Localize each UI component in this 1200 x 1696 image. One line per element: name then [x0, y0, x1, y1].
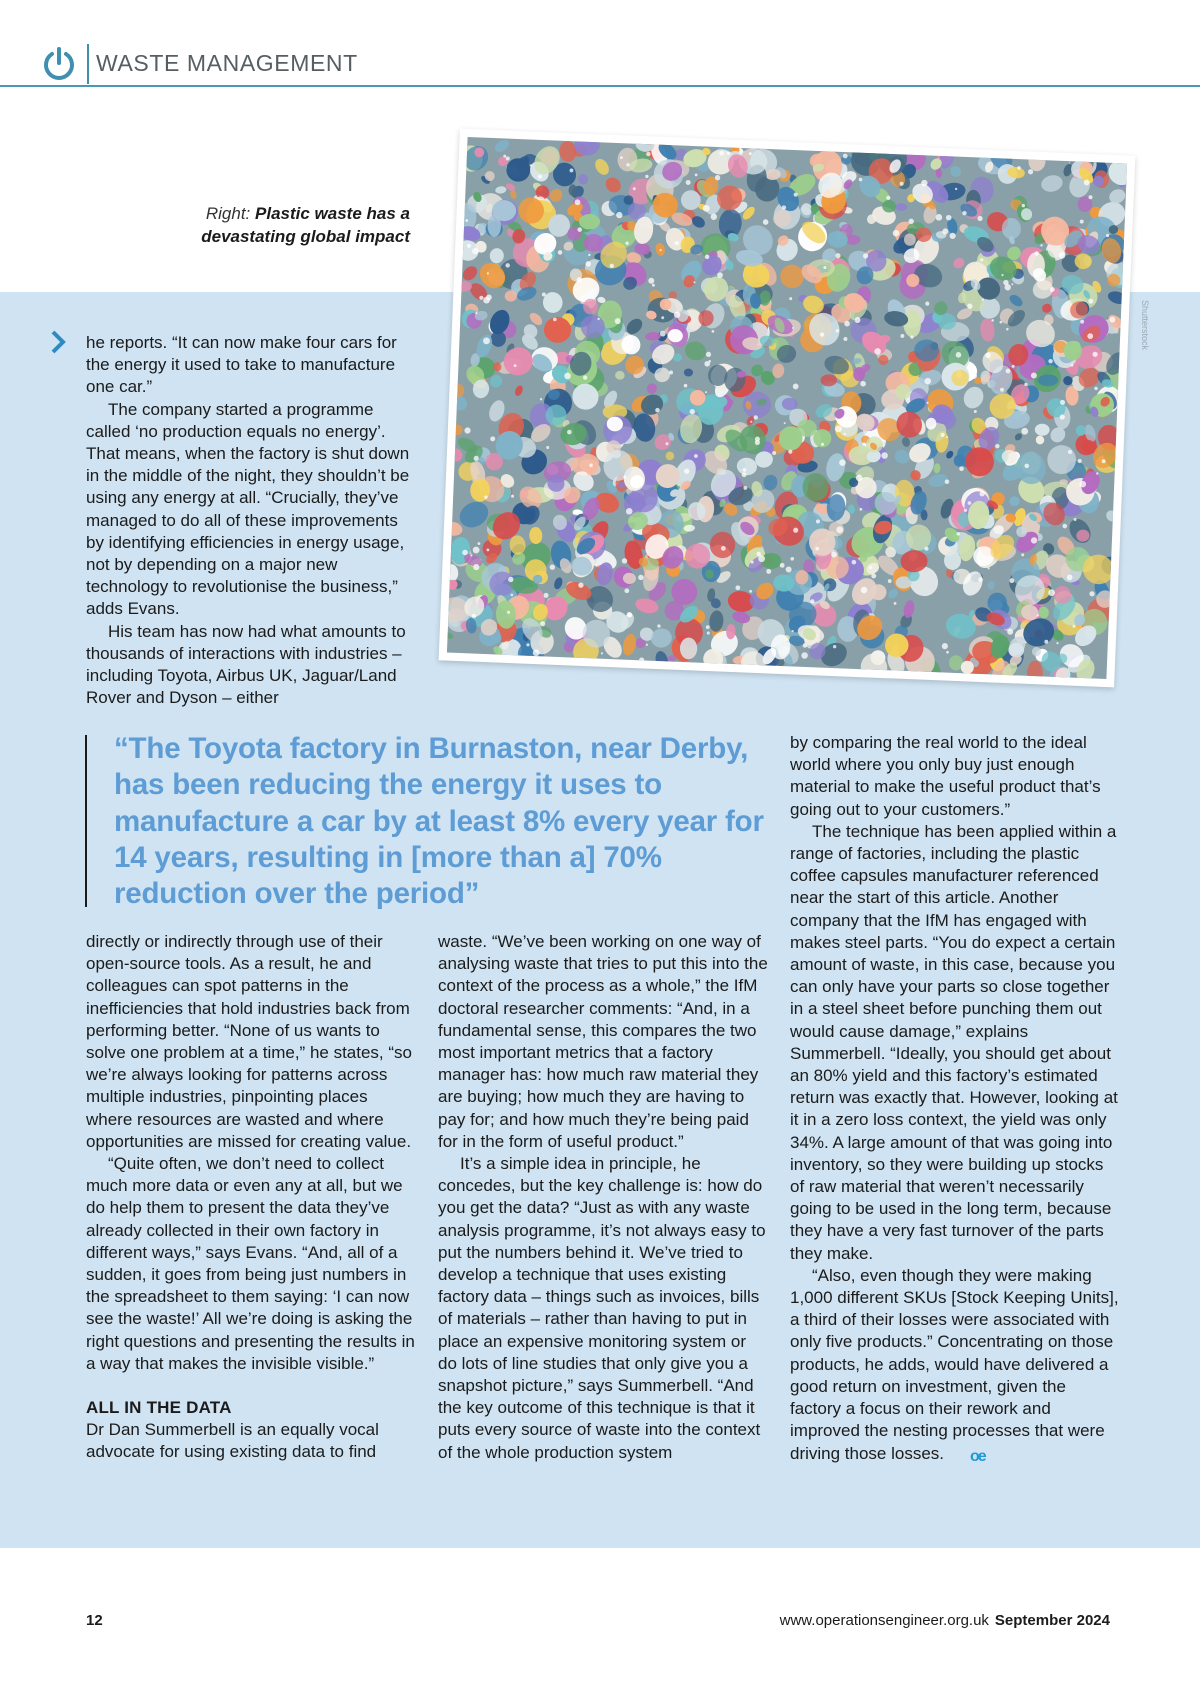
paragraph: The technique has been applied within a range of factories, including the plastic coffee capsules manufacturer referenced near the start of this article. Another company that the IfM has engaged with makes steel parts. “You do expect a certain amount of waste, in this case, because you can only have your parts so close together in a steel sheet before punching them out would cause damage,” explains Summerbell. “Ideally, you should get about an 80% yield and this factory’s estimated return was exactly that. However, looking at it in a zero loss context, the yield was only 34%. A large amount of that was going into inventory, so they were building up stocks of raw material that weren’t necessarily going to be used in the long term, because they have a very fast turnover of the parts they make.	[790, 821, 1118, 1263]
header-rule	[0, 85, 1200, 87]
plastic-fragment	[447, 564, 459, 582]
plastic-fragment	[1035, 424, 1050, 436]
highlight-speck	[473, 547, 480, 554]
highlight-speck	[639, 657, 644, 662]
page-number: 12	[86, 1612, 103, 1629]
paragraph: waste. “We’ve been working on one way of analysing waste that tries to put this into the context of the process as a whole,” the IfM doctoral researcher comments: “And, in a fundamental sense, this compares the two most important metrics that a factory manager has: how much raw material they are buying; how much they are having to pay for; and how much they’re being paid for in the form of useful product.”	[438, 932, 768, 1151]
highlight-speck	[624, 588, 629, 593]
continuation-chevron-icon	[50, 330, 68, 354]
plastic-fragment	[459, 141, 493, 175]
plastic-fragment	[460, 263, 480, 283]
plastic-fragment	[1007, 293, 1024, 309]
highlight-speck	[1056, 642, 1058, 644]
power-icon	[42, 46, 76, 82]
issue-date: September 2024	[994, 1612, 1110, 1629]
plastic-fragment	[933, 463, 941, 474]
highlight-speck	[684, 384, 688, 388]
highlight-speck	[766, 569, 771, 574]
highlight-speck	[546, 446, 549, 449]
plastic-fragment	[529, 527, 543, 545]
caption-text: Plastic waste has a devastating global impact	[201, 204, 410, 246]
highlight-speck	[942, 643, 948, 649]
highlight-speck	[1011, 283, 1013, 285]
highlight-speck	[1040, 244, 1042, 246]
highlight-speck	[1006, 328, 1009, 331]
plastic-fragment	[762, 473, 779, 492]
plastic-fragment	[621, 633, 638, 657]
highlight-speck	[793, 383, 799, 389]
plastic-fragment	[1059, 479, 1068, 484]
highlight-speck	[946, 651, 949, 654]
page-header	[0, 0, 1200, 88]
highlight-speck	[558, 250, 563, 255]
highlight-speck	[601, 652, 603, 654]
highlight-speck	[894, 602, 897, 605]
plastic-fragment	[654, 650, 670, 671]
paragraph: His team has now had what amounts to thousands of interactions with industries – including Toyota, Airbus UK, Jaguar/Land Rover and Dyson – either	[86, 621, 406, 708]
column-3	[790, 732, 1120, 1468]
highlight-speck	[652, 284, 655, 287]
paragraph: directly or indirectly through use of their open-source tools. As a result, he and colleagues can spot patterns in the inefficiencies that hold industries back from performing better. “None of us wants to solve one problem at a time,” he states, “so we’re always looking for patterns across multiple industries, pinpointing places where resources are wasted and where opportunities are missed for creating value.	[86, 932, 412, 1151]
plastic-fragment	[886, 587, 899, 600]
highlight-speck	[706, 352, 711, 357]
plastic-fragment	[447, 631, 454, 640]
photo-credit: Shutterstock	[1140, 300, 1150, 351]
photo-caption	[200, 203, 410, 248]
plastic-fragment	[513, 384, 524, 397]
plastic-fragment	[493, 138, 512, 155]
plastic-fragment	[680, 637, 697, 659]
paragraph: It’s a simple idea in principle, he concedes, but the key challenge is: how do you get the data? “Just as with any waste analysis programme, it’s not always easy to put the numbers behind it. We’ve tried to develop a technique that uses existing factory data – things such as invoices, bills of materials – rather than having to put in place an expensive monitoring system or do lots of line studies that only give you a snapshot picture,” says Summerbell. “And the key outcome of this technique is that it puts every source of waste into the context of the whole production system	[438, 1154, 766, 1462]
highlight-speck	[1089, 591, 1094, 596]
plastic-fragment	[1035, 435, 1046, 446]
column-2	[438, 931, 768, 1464]
paragraph-text: “Also, even though they were making 1,000 different SKUs [Stock Keeping Units], a third of their losses were associated with only five products.” Concentrating on those products, he adds, would have delivered a good return on investment, given the factory a focus on their rework and improved the nesting processes that were driving those losses.	[790, 1265, 1119, 1463]
plastic-fragment	[951, 256, 966, 270]
plastic-fragment	[1027, 660, 1043, 679]
plastic-fragment	[1013, 432, 1023, 442]
highlight-speck	[1028, 169, 1033, 174]
plastic-fragment	[603, 174, 624, 195]
highlight-speck	[1021, 428, 1028, 435]
plastic-fragment	[945, 449, 955, 459]
site-url: www.operationsengineer.org.uk	[779, 1612, 989, 1629]
highlight-speck	[1094, 387, 1098, 391]
paragraph: he reports. “It can now make four cars for the energy it used to take to manufacture one car.”	[86, 333, 397, 397]
highlight-speck	[1062, 524, 1067, 529]
highlight-speck	[991, 319, 994, 322]
highlight-speck	[646, 644, 648, 646]
plastic-fragment	[1009, 496, 1020, 507]
plastic-mosaic	[447, 137, 1127, 679]
highlight-speck	[763, 219, 769, 225]
highlight-speck	[784, 422, 786, 424]
highlight-speck	[843, 337, 847, 341]
highlight-speck	[477, 542, 480, 545]
plastic-fragment	[893, 448, 912, 466]
plastic-fragment	[553, 576, 564, 590]
pullquote-bar	[85, 735, 87, 907]
plastic-fragment	[495, 186, 507, 194]
plastic-fragment	[948, 164, 963, 179]
plastic-fragment	[944, 551, 961, 570]
header-divider	[87, 44, 89, 84]
plastic-fragment	[1075, 254, 1092, 269]
plastic-fragment	[777, 261, 808, 292]
highlight-speck	[550, 564, 556, 570]
plastic-fragment	[548, 187, 565, 205]
highlight-speck	[749, 590, 752, 593]
plastic-waste-photo	[447, 137, 1127, 679]
column-1-top	[86, 332, 416, 709]
plastic-fragment	[1041, 302, 1053, 314]
highlight-speck	[789, 297, 792, 300]
pullquote: “The Toyota factory in Burnaston, near Derby, has been reducing the energy it uses to manufacture a car by at least 8% every year for 14 years, resulting in [more than a] 70% reduction over the period”	[114, 732, 764, 911]
highlight-speck	[707, 631, 710, 634]
highlight-speck	[735, 585, 740, 590]
highlight-speck	[686, 180, 691, 185]
highlight-speck	[645, 175, 649, 179]
paragraph: by comparing the real world to the ideal world where you only buy just enough material to make the useful product that’s going out to your customers.”	[790, 733, 1101, 819]
highlight-speck	[648, 278, 654, 284]
paragraph: The company started a programme called ‘no production equals no energy’. That means, when the factory is shut down in the middle of the night, they shouldn’t be using any energy at all. “Crucially, they’ve managed to do all of these improvements by identifying efficiencies in energy usage, not by depending on a major new technology to revolutionise the business,” adds Evans.	[86, 399, 410, 619]
plastic-fragment	[895, 203, 907, 211]
highlight-speck	[657, 624, 661, 628]
highlight-speck	[711, 330, 714, 333]
highlight-speck	[638, 575, 644, 581]
highlight-speck	[959, 466, 964, 471]
paragraph	[790, 1265, 1120, 1468]
plastic-fragment	[708, 610, 724, 633]
plastic-fragment	[858, 651, 890, 679]
plastic-fragment	[649, 627, 673, 649]
plastic-fragment	[1106, 289, 1127, 306]
footer-info	[780, 1612, 1110, 1629]
highlight-speck	[464, 427, 470, 433]
plastic-fragment	[987, 581, 995, 590]
plastic-fragment	[1040, 173, 1065, 194]
plastic-fragment	[592, 156, 611, 177]
plastic-fragment	[489, 247, 505, 264]
highlight-speck	[695, 173, 698, 176]
highlight-speck	[540, 398, 542, 400]
plastic-fragment	[509, 189, 517, 199]
plastic-fragment	[645, 382, 658, 396]
highlight-speck	[1021, 553, 1024, 556]
highlight-speck	[706, 625, 710, 629]
plastic-fragment	[447, 520, 464, 537]
plastic-fragment	[684, 368, 693, 376]
highlight-speck	[900, 334, 904, 338]
plastic-fragment	[802, 473, 828, 501]
plastic-fragment	[1104, 508, 1119, 523]
paragraph: “Quite often, we don’t need to collect much more data or even any at all, but we do help them to present the data they’ve already collected in their own factory in different ways,” says Evans. “And, all of a sudden, it goes from being just numbers in the spreadsheet to them saying: ‘I can now see the waste!’ All we’re doing is asking the right questions and presenting the results in a way that makes the invisible visible.”	[86, 1154, 415, 1373]
highlight-speck	[1080, 219, 1084, 223]
plastic-fragment	[454, 281, 472, 292]
column-1	[86, 931, 416, 1464]
plastic-fragment	[614, 370, 625, 380]
plastic-fragment	[450, 383, 465, 398]
plastic-fragment	[1028, 150, 1047, 171]
highlight-speck	[925, 301, 929, 305]
highlight-speck	[888, 579, 892, 583]
highlight-speck	[974, 410, 977, 413]
paragraph: Dr Dan Summerbell is an equally vocal advocate for using existing data to find	[86, 1420, 379, 1462]
subheading: ALL IN THE DATA	[86, 1398, 232, 1418]
plastic-fragment	[504, 182, 516, 192]
plastic-fragment	[664, 450, 676, 462]
end-mark-icon: oe	[970, 1447, 985, 1465]
highlight-speck	[860, 381, 866, 387]
plastic-fragment	[901, 436, 911, 448]
plastic-fragment	[735, 456, 758, 477]
plastic-fragment	[960, 383, 987, 411]
highlight-speck	[705, 391, 707, 393]
photo-frame	[439, 129, 1136, 688]
caption-lead: Right:	[205, 204, 251, 223]
section-label: WASTE MANAGEMENT	[96, 50, 358, 76]
plastic-fragment	[1063, 375, 1074, 385]
highlight-speck	[790, 557, 794, 561]
highlight-speck	[801, 652, 808, 659]
plastic-fragment	[449, 422, 464, 437]
highlight-speck	[786, 566, 792, 572]
plastic-fragment	[579, 214, 600, 230]
highlight-speck	[490, 436, 495, 441]
plastic-fragment	[576, 172, 589, 186]
